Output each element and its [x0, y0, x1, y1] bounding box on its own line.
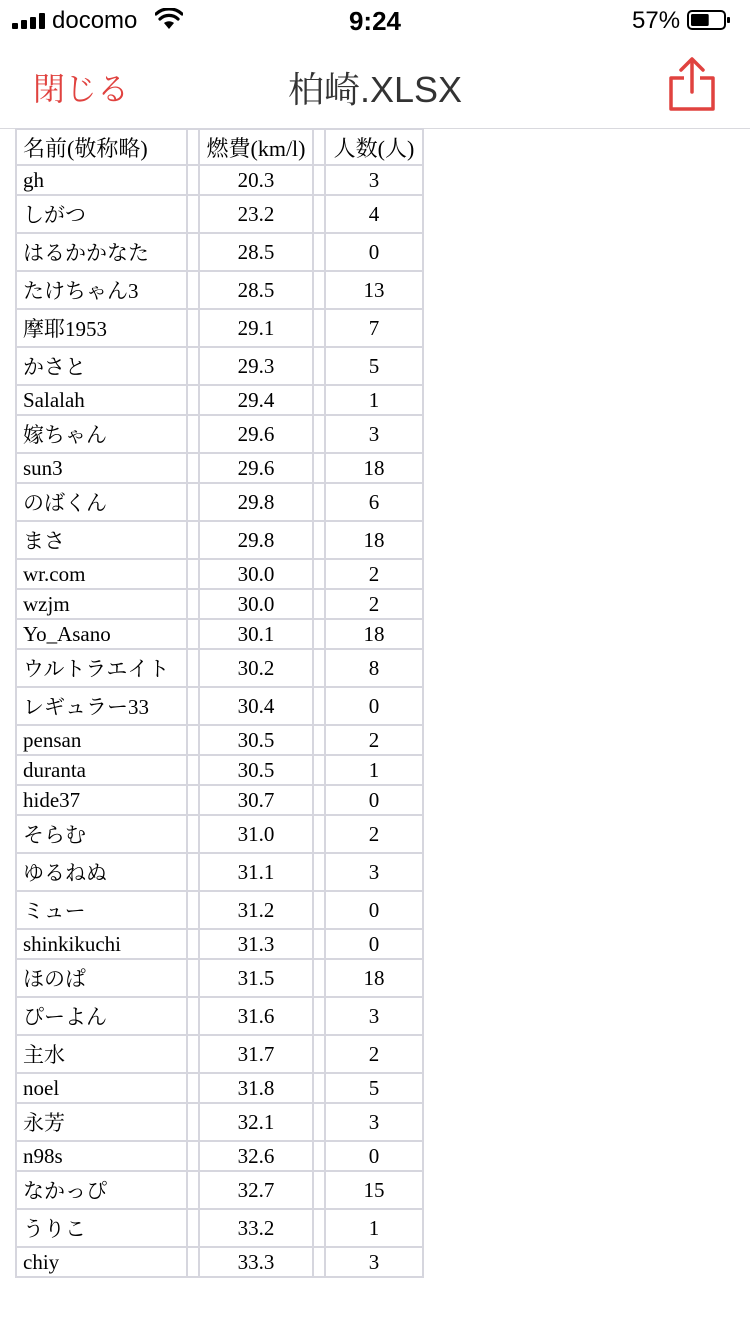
empty-cell[interactable]: [313, 521, 325, 559]
count-cell[interactable]: 0: [325, 1141, 423, 1171]
empty-cell[interactable]: [187, 1247, 199, 1277]
fuel-cell[interactable]: 29.4: [199, 385, 313, 415]
name-cell[interactable]: なかっぴ: [16, 1171, 187, 1209]
empty-cell[interactable]: [187, 589, 199, 619]
empty-cell[interactable]: [187, 815, 199, 853]
fuel-cell[interactable]: 31.0: [199, 815, 313, 853]
fuel-cell[interactable]: 29.8: [199, 483, 313, 521]
empty-cell[interactable]: [187, 415, 199, 453]
fuel-cell[interactable]: 29.6: [199, 415, 313, 453]
name-cell[interactable]: Yo_Asano: [16, 619, 187, 649]
fuel-cell[interactable]: 31.8: [199, 1073, 313, 1103]
count-cell[interactable]: 3: [325, 1247, 423, 1277]
empty-cell[interactable]: [187, 271, 199, 309]
empty-cell[interactable]: [187, 649, 199, 687]
empty-cell[interactable]: [187, 891, 199, 929]
count-cell[interactable]: 18: [325, 619, 423, 649]
count-cell[interactable]: 18: [325, 959, 423, 997]
table-row: [16, 755, 423, 785]
document-title: 柏崎.XLSX: [287, 69, 463, 110]
count-cell[interactable]: 1: [325, 1209, 423, 1247]
fuel-cell[interactable]: 30.5: [199, 725, 313, 755]
count-cell[interactable]: 2: [325, 589, 423, 619]
table-row: [16, 815, 423, 853]
empty-cell[interactable]: [313, 385, 325, 415]
table-row: [16, 1247, 423, 1277]
empty-cell[interactable]: [313, 853, 325, 891]
empty-cell[interactable]: [313, 815, 325, 853]
count-cell[interactable]: 3: [325, 415, 423, 453]
table-row: [16, 1141, 423, 1171]
name-cell[interactable]: 嫁ちゃん: [16, 415, 187, 453]
name-cell[interactable]: Salalah: [16, 385, 187, 415]
empty-cell: [313, 129, 325, 165]
empty-cell[interactable]: [187, 1073, 199, 1103]
empty-cell[interactable]: [313, 309, 325, 347]
name-cell[interactable]: かさと: [16, 347, 187, 385]
name-cell[interactable]: ミュー: [16, 891, 187, 929]
table-row: [16, 415, 423, 453]
empty-cell[interactable]: [313, 347, 325, 385]
name-cell[interactable]: ほのぱ: [16, 959, 187, 997]
fuel-cell[interactable]: 30.1: [199, 619, 313, 649]
empty-cell[interactable]: [187, 959, 199, 997]
fuel-cell[interactable]: 29.1: [199, 309, 313, 347]
empty-cell[interactable]: [313, 1209, 325, 1247]
header-count: 人数(人): [325, 129, 423, 165]
empty-cell[interactable]: [187, 853, 199, 891]
name-cell[interactable]: ゆるねぬ: [16, 853, 187, 891]
table-row: [16, 1103, 423, 1141]
fuel-cell[interactable]: 31.5: [199, 959, 313, 997]
spreadsheet[interactable]: [15, 128, 424, 1278]
count-cell[interactable]: 5: [325, 347, 423, 385]
count-cell[interactable]: 2: [325, 559, 423, 589]
fuel-cell[interactable]: 30.0: [199, 559, 313, 589]
count-cell[interactable]: 0: [325, 929, 423, 959]
name-cell[interactable]: wr.com: [16, 559, 187, 589]
name-cell[interactable]: しがつ: [16, 195, 187, 233]
empty-cell[interactable]: [187, 165, 199, 195]
header-name: 名前(敬称略): [16, 129, 187, 165]
count-cell[interactable]: 4: [325, 195, 423, 233]
name-cell[interactable]: gh: [16, 165, 187, 195]
battery-percent: 57%: [632, 7, 681, 34]
empty-cell: [187, 129, 199, 165]
count-cell[interactable]: 2: [325, 815, 423, 853]
table-row: [16, 1073, 423, 1103]
name-cell[interactable]: wzjm: [16, 589, 187, 619]
fuel-cell[interactable]: 31.1: [199, 853, 313, 891]
empty-cell[interactable]: [187, 997, 199, 1035]
empty-cell[interactable]: [313, 195, 325, 233]
close-button[interactable]: 閉じる: [33, 70, 130, 108]
fuel-cell[interactable]: 31.6: [199, 997, 313, 1035]
name-cell[interactable]: まさ: [16, 521, 187, 559]
empty-cell[interactable]: [187, 347, 199, 385]
count-cell[interactable]: 3: [325, 997, 423, 1035]
table-row: [16, 1035, 423, 1073]
empty-cell[interactable]: [313, 1035, 325, 1073]
count-cell[interactable]: 0: [325, 785, 423, 815]
table-row: [16, 453, 423, 483]
fuel-cell[interactable]: 30.0: [199, 589, 313, 619]
name-cell[interactable]: はるかかなた: [16, 233, 187, 271]
empty-cell[interactable]: [187, 233, 199, 271]
empty-cell[interactable]: [187, 483, 199, 521]
table-header-row: [16, 129, 423, 165]
table-row: [16, 589, 423, 619]
count-cell[interactable]: 8: [325, 649, 423, 687]
count-cell[interactable]: 18: [325, 453, 423, 483]
name-cell[interactable]: n98s: [16, 1141, 187, 1171]
battery-icon: [687, 10, 731, 30]
empty-cell[interactable]: [313, 559, 325, 589]
table-row: [16, 1209, 423, 1247]
empty-cell[interactable]: [313, 1103, 325, 1141]
name-cell[interactable]: 摩耶1953: [16, 309, 187, 347]
empty-cell[interactable]: [313, 165, 325, 195]
fuel-cell[interactable]: 29.8: [199, 521, 313, 559]
fuel-cell[interactable]: 20.3: [199, 165, 313, 195]
name-cell[interactable]: のばくん: [16, 483, 187, 521]
name-cell[interactable]: noel: [16, 1073, 187, 1103]
fuel-cell[interactable]: 33.2: [199, 1209, 313, 1247]
count-cell[interactable]: 1: [325, 755, 423, 785]
table-row: [16, 521, 423, 559]
empty-cell[interactable]: [313, 725, 325, 755]
empty-cell[interactable]: [313, 453, 325, 483]
count-cell[interactable]: 15: [325, 1171, 423, 1209]
empty-cell[interactable]: [313, 233, 325, 271]
status-time: 9:24: [348, 6, 402, 36]
count-cell[interactable]: 3: [325, 1103, 423, 1141]
empty-cell[interactable]: [187, 559, 199, 589]
fuel-cell[interactable]: 32.6: [199, 1141, 313, 1171]
fuel-cell[interactable]: 30.2: [199, 649, 313, 687]
status-bar: [0, 0, 750, 40]
name-cell[interactable]: 永芳: [16, 1103, 187, 1141]
fuel-cell[interactable]: 31.2: [199, 891, 313, 929]
count-cell[interactable]: 1: [325, 385, 423, 415]
table-row: [16, 785, 423, 815]
count-cell[interactable]: 18: [325, 521, 423, 559]
table-row: [16, 959, 423, 997]
fuel-cell[interactable]: 30.4: [199, 687, 313, 725]
fuel-cell[interactable]: 31.7: [199, 1035, 313, 1073]
name-cell[interactable]: duranta: [16, 755, 187, 785]
empty-cell[interactable]: [187, 309, 199, 347]
table-row: [16, 483, 423, 521]
empty-cell[interactable]: [313, 649, 325, 687]
empty-cell[interactable]: [187, 1035, 199, 1073]
empty-cell[interactable]: [313, 891, 325, 929]
table-row: [16, 385, 423, 415]
table-row: [16, 1171, 423, 1209]
table-row: [16, 725, 423, 755]
empty-cell[interactable]: [187, 453, 199, 483]
share-icon[interactable]: [666, 56, 718, 112]
empty-cell[interactable]: [187, 1209, 199, 1247]
fuel-cell[interactable]: 30.5: [199, 755, 313, 785]
fuel-cell[interactable]: 23.2: [199, 195, 313, 233]
table-row: [16, 929, 423, 959]
empty-cell[interactable]: [313, 589, 325, 619]
name-cell[interactable]: shinkikuchi: [16, 929, 187, 959]
fuel-cell[interactable]: 28.5: [199, 233, 313, 271]
name-cell[interactable]: うりこ: [16, 1209, 187, 1247]
table-row: [16, 165, 423, 195]
table-row: [16, 649, 423, 687]
empty-cell[interactable]: [313, 785, 325, 815]
empty-cell[interactable]: [187, 385, 199, 415]
name-cell[interactable]: pensan: [16, 725, 187, 755]
table-row: [16, 853, 423, 891]
empty-cell[interactable]: [313, 1171, 325, 1209]
table-row: [16, 619, 423, 649]
name-cell[interactable]: 主水: [16, 1035, 187, 1073]
count-cell[interactable]: 5: [325, 1073, 423, 1103]
empty-cell[interactable]: [313, 1073, 325, 1103]
count-cell[interactable]: 0: [325, 233, 423, 271]
header-fuel: 燃費(km/l): [199, 129, 313, 165]
empty-cell[interactable]: [187, 195, 199, 233]
empty-cell[interactable]: [313, 619, 325, 649]
table-row: [16, 997, 423, 1035]
name-cell[interactable]: レギュラー33: [16, 687, 187, 725]
empty-cell[interactable]: [187, 687, 199, 725]
count-cell[interactable]: 3: [325, 165, 423, 195]
empty-cell[interactable]: [313, 997, 325, 1035]
table-row: [16, 309, 423, 347]
fuel-cell[interactable]: 32.1: [199, 1103, 313, 1141]
name-cell[interactable]: chiy: [16, 1247, 187, 1277]
empty-cell[interactable]: [313, 271, 325, 309]
count-cell[interactable]: 3: [325, 853, 423, 891]
empty-cell[interactable]: [187, 929, 199, 959]
carrier-name: docomo: [52, 7, 138, 34]
count-cell[interactable]: 2: [325, 1035, 423, 1073]
name-cell[interactable]: ウルトラエイト: [16, 649, 187, 687]
name-cell[interactable]: ぴーよん: [16, 997, 187, 1035]
fuel-cell[interactable]: 30.7: [199, 785, 313, 815]
empty-cell[interactable]: [187, 755, 199, 785]
count-cell[interactable]: 13: [325, 271, 423, 309]
table-row: [16, 347, 423, 385]
data-table: [15, 128, 424, 1278]
table-row: [16, 891, 423, 929]
empty-cell[interactable]: [313, 415, 325, 453]
empty-cell[interactable]: [187, 521, 199, 559]
fuel-cell[interactable]: 29.3: [199, 347, 313, 385]
empty-cell[interactable]: [313, 687, 325, 725]
empty-cell[interactable]: [313, 929, 325, 959]
fuel-cell[interactable]: 33.3: [199, 1247, 313, 1277]
empty-cell[interactable]: [187, 785, 199, 815]
empty-cell[interactable]: [187, 725, 199, 755]
empty-cell[interactable]: [313, 1247, 325, 1277]
empty-cell[interactable]: [313, 483, 325, 521]
navigation-bar: [0, 40, 750, 129]
table-row: [16, 559, 423, 589]
count-cell[interactable]: 0: [325, 687, 423, 725]
fuel-cell[interactable]: 29.6: [199, 453, 313, 483]
count-cell[interactable]: 2: [325, 725, 423, 755]
fuel-cell[interactable]: 32.7: [199, 1171, 313, 1209]
name-cell[interactable]: sun3: [16, 453, 187, 483]
name-cell[interactable]: hide37: [16, 785, 187, 815]
empty-cell[interactable]: [187, 619, 199, 649]
count-cell[interactable]: 6: [325, 483, 423, 521]
fuel-cell[interactable]: 31.3: [199, 929, 313, 959]
empty-cell[interactable]: [187, 1103, 199, 1141]
empty-cell[interactable]: [187, 1171, 199, 1209]
table-row: [16, 687, 423, 725]
table-row: [16, 271, 423, 309]
count-cell[interactable]: 7: [325, 309, 423, 347]
empty-cell[interactable]: [313, 1141, 325, 1171]
fuel-cell[interactable]: 28.5: [199, 271, 313, 309]
table-row: [16, 233, 423, 271]
empty-cell[interactable]: [313, 755, 325, 785]
empty-cell[interactable]: [187, 1141, 199, 1171]
name-cell[interactable]: たけちゃん3: [16, 271, 187, 309]
empty-cell[interactable]: [313, 959, 325, 997]
table-row: [16, 195, 423, 233]
name-cell[interactable]: そらむ: [16, 815, 187, 853]
count-cell[interactable]: 0: [325, 891, 423, 929]
